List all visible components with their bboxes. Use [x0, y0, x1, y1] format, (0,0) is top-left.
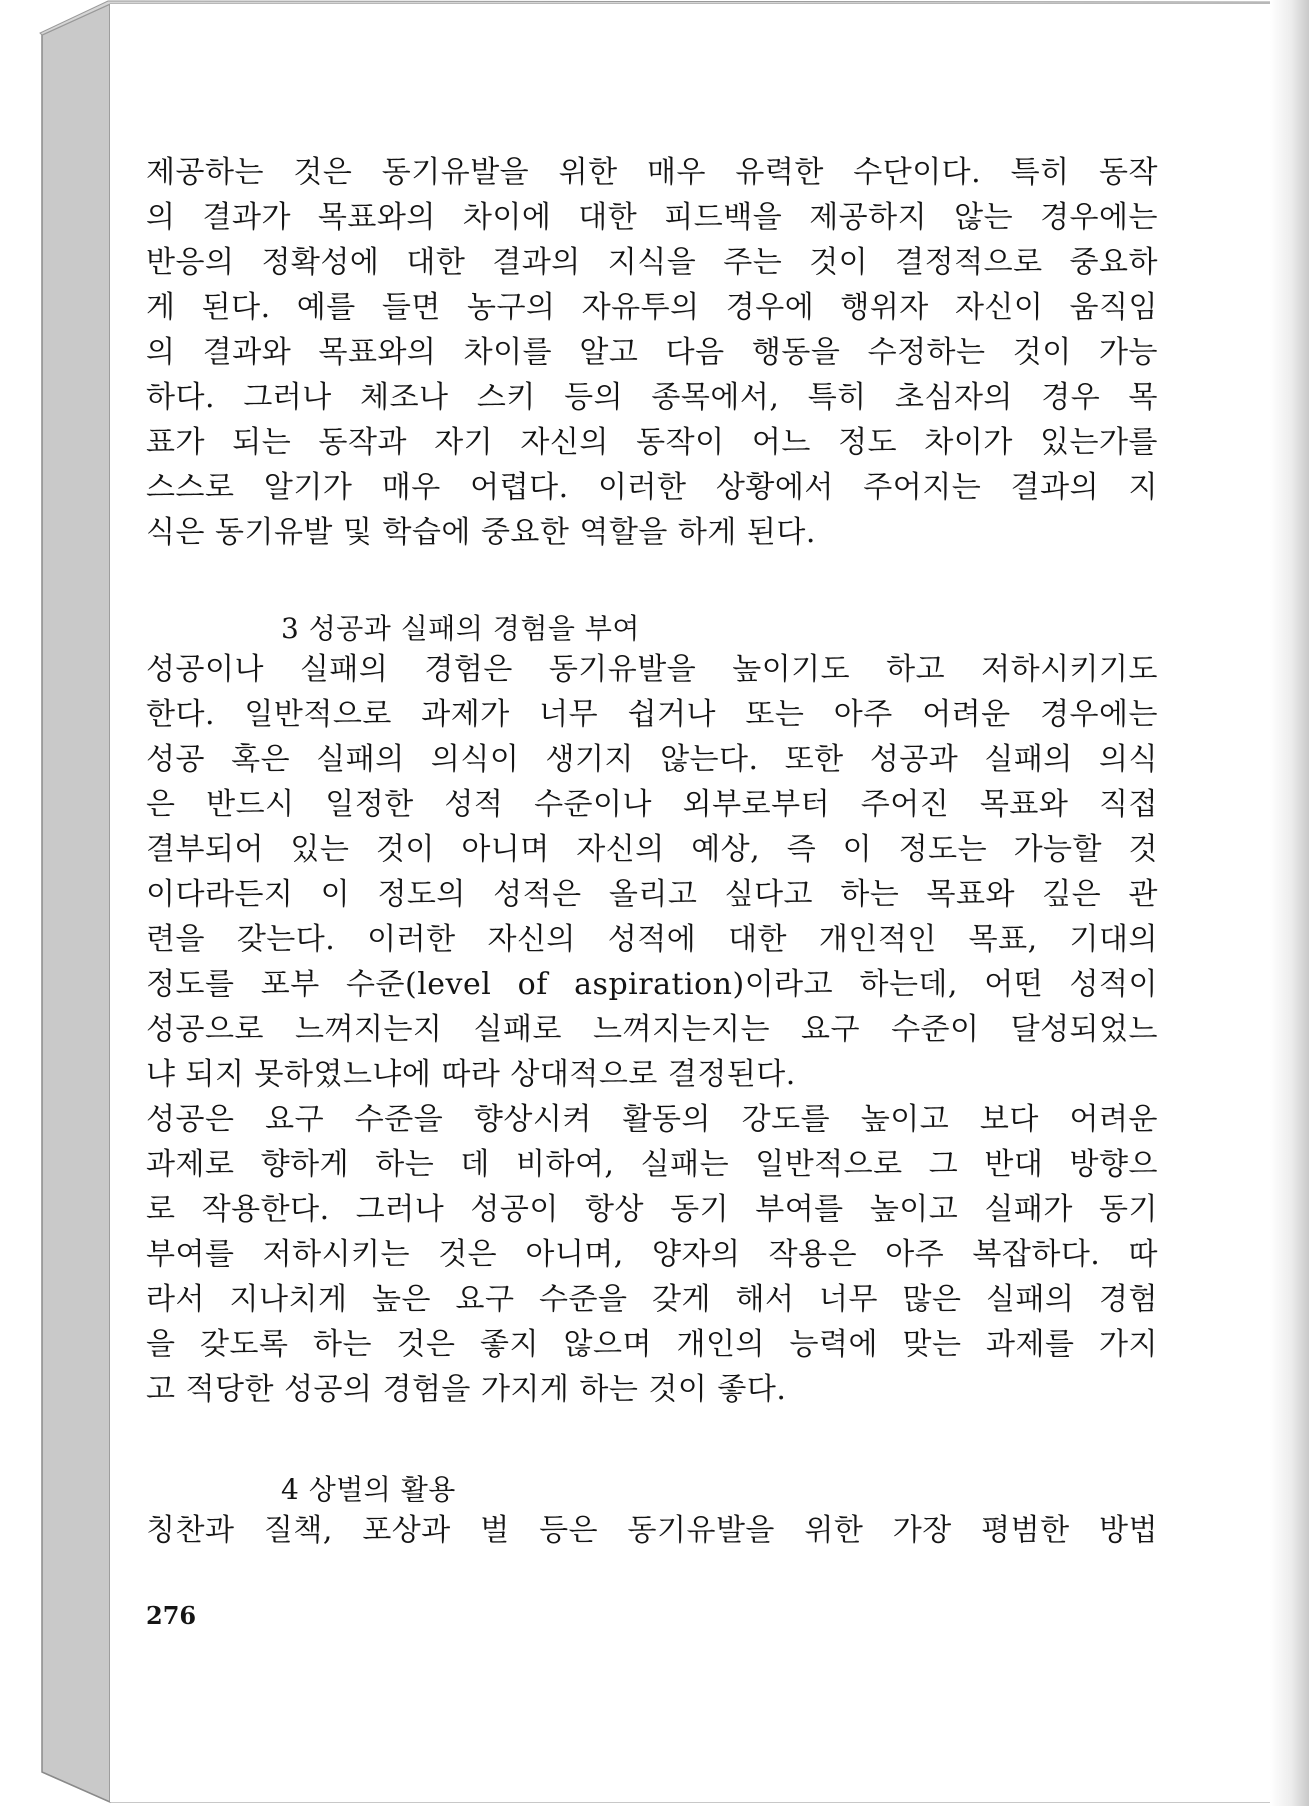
text-line: 제공하는 것은 동기유발을 위한 매우 유력한 수단이다. 특히 동작: [146, 155, 1158, 190]
text-line: 과제로 향하게 하는 데 비하여, 실패는 일반적으로 그 반대 방향으: [146, 1147, 1158, 1182]
text-line: 은 반드시 일정한 성적 수준이나 외부로부터 주어진 목표와 직접: [146, 787, 1158, 822]
text-line: 식은 동기유발 및 학습에 중요한 역할을 하게 된다.: [146, 515, 816, 550]
text-line: 을 갖도록 하는 것은 좋지 않으며 개인의 능력에 맞는 과제를 가지: [146, 1327, 1158, 1362]
paragraph-rewards-punishment: [146, 1508, 1158, 1553]
text-line: 로 작용한다. 그러나 성공이 항상 동기 부여를 높이고 실패가 동기: [146, 1192, 1158, 1227]
text-line: 고 적당한 성공의 경험을 가지게 하는 것이 좋다.: [146, 1372, 787, 1407]
text-line: 하다. 그러나 체조나 스키 등의 종목에서, 특히 초심자의 경우 목: [146, 380, 1158, 415]
text-line: 스스로 알기가 매우 어렵다. 이러한 상황에서 주어지는 결과의 지: [146, 470, 1158, 505]
text-line: 표가 되는 동작과 자기 자신의 동작이 어느 정도 차이가 있는가를: [146, 425, 1158, 460]
text-line: 성공 혹은 실패의 의식이 생기지 않는다. 또한 성공과 실패의 의식: [146, 742, 1158, 777]
section-heading-4: 4 상벌의 활용: [281, 1473, 456, 1506]
section-heading-3: 3 성공과 실패의 경험을 부여: [281, 612, 640, 645]
text-line: 성공이나 실패의 경험은 동기유발을 높이기도 하고 저하시키기도: [146, 652, 1158, 687]
text-line: 정도를 포부 수준(level of aspiration)이라고 하는데, 어떤 성적이: [146, 967, 1158, 1002]
paragraph-knowledge-of-results: [146, 150, 1158, 555]
page-number: 276: [146, 1601, 197, 1630]
text-line: 부여를 저하시키는 것은 아니며, 양자의 작용은 아주 복잡하다. 따: [146, 1237, 1158, 1272]
text-line: 의 결과가 목표와의 차이에 대한 피드백을 제공하지 않는 경우에는: [146, 200, 1158, 235]
text-line: 칭찬과 질책, 포상과 벌 등은 동기유발을 위한 가장 평범한 방법: [146, 1513, 1158, 1548]
text-line: 성공으로 느껴지는지 실패로 느껴지는지는 요구 수준이 달성되었느: [146, 1012, 1158, 1047]
text-line: 이다라든지 이 정도의 성적은 올리고 싶다고 하는 목표와 깊은 관: [146, 877, 1158, 912]
text-line: 련을 갖는다. 이러한 자신의 성적에 대한 개인적인 목표, 기대의: [146, 922, 1158, 957]
text-line: 결부되어 있는 것이 아니며 자신의 예상, 즉 이 정도는 가능할 것: [146, 832, 1158, 867]
paragraph-success-failure: [146, 647, 1158, 1412]
text-line: 의 결과와 목표와의 차이를 알고 다음 행동을 수정하는 것이 가능: [146, 335, 1158, 370]
page-edge-shadow: [1270, 0, 1309, 1806]
text-line: 한다. 일반적으로 과제가 너무 쉽거나 또는 아주 어려운 경우에는: [146, 697, 1158, 732]
text-line: 게 된다. 예를 들면 농구의 자유투의 경우에 행위자 자신이 움직임: [146, 290, 1158, 325]
text-line: 성공은 요구 수준을 향상시켜 활동의 강도를 높이고 보다 어려운: [146, 1102, 1158, 1137]
text-line: 냐 되지 못하였느냐에 따라 상대적으로 결정된다.: [146, 1057, 796, 1092]
text-line: 라서 지나치게 높은 요구 수준을 갖게 해서 너무 많은 실패의 경험: [146, 1282, 1158, 1317]
text-line: 반응의 정확성에 대한 결과의 지식을 주는 것이 결정적으로 중요하: [146, 245, 1158, 280]
